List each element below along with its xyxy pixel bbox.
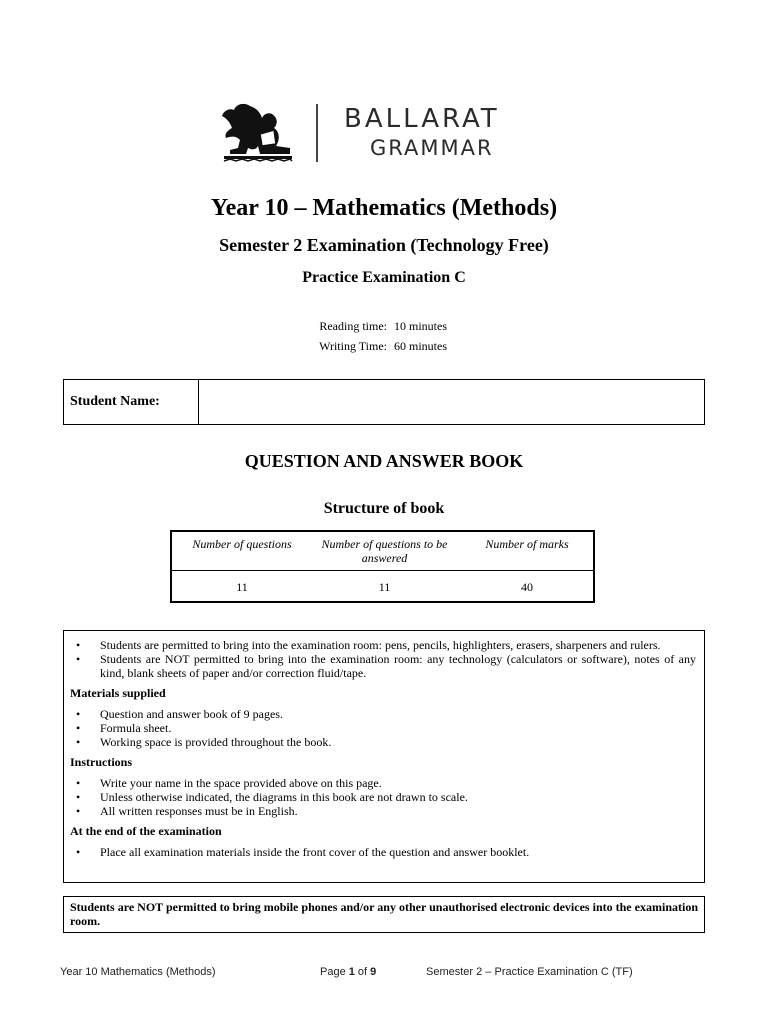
list-item: • Formula sheet. (64, 721, 704, 735)
footer-page-prefix: Page (320, 966, 349, 978)
writing-time-value: 60 minutes (394, 339, 447, 353)
value-num-answered: 11 (378, 580, 391, 594)
list-item: • Write your name in the space provided above on this page. (64, 776, 704, 790)
griffin-crest-icon (220, 100, 296, 166)
reading-time-row (300, 316, 447, 336)
student-name-box (63, 379, 705, 425)
exam-title: Year 10 – Mathematics (Methods) (210, 195, 558, 221)
logo-text-grammar: GRAMMAR (370, 136, 494, 160)
materials-heading: Materials supplied (70, 686, 166, 700)
footer-page-number (320, 966, 376, 978)
header-num-marks: Number of marks (485, 537, 569, 551)
reading-time-value: 10 minutes (394, 319, 447, 333)
list-item: • All written responses must be in English. (64, 804, 704, 818)
list-item: • Working space is provided throughout the book. (64, 735, 704, 749)
mobile-phone-warning: Students are NOT permitted to bring mobile phones and/or any other unauthorised electronic devices into the examination room. (63, 896, 705, 933)
value-num-questions: 11 (236, 580, 248, 594)
footer-page-current: 1 (348, 966, 355, 978)
materials-list (64, 707, 704, 749)
book-heading: QUESTION AND ANSWER BOOK (244, 451, 524, 471)
value-num-marks: 40 (521, 580, 533, 594)
intro-list (64, 638, 704, 680)
exam-subtitle: Semester 2 Examination (Technology Free) (219, 235, 549, 255)
student-name-field[interactable] (200, 380, 704, 424)
list-item: • Students are NOT permitted to bring into the examination room: any technology (calculators or software), notes of any kind, blank sheets of paper and/or correction fluid/tape. (64, 652, 704, 680)
header-num-questions: Number of questions (192, 537, 292, 551)
writing-time-row (300, 336, 447, 356)
instructions-box (63, 630, 705, 883)
logo-text-ballarat: BALLARAT (344, 104, 500, 134)
structure-heading: Structure of book (323, 500, 445, 517)
end-of-exam-list (64, 845, 704, 859)
header-num-answered: Number of questions to be answered (321, 537, 448, 565)
exam-times (300, 316, 447, 356)
logo-divider (316, 104, 318, 162)
writing-time-label: Writing Time: (319, 339, 387, 353)
reading-time-label: Reading time: (319, 319, 387, 333)
list-item: • Question and answer book of 9 pages. (64, 707, 704, 721)
footer-exam-name: Semester 2 – Practice Examination C (TF) (426, 966, 633, 978)
instructions-heading: Instructions (70, 755, 133, 769)
footer-page-of: of (354, 966, 371, 978)
footer-page-total: 9 (370, 966, 377, 978)
list-item: • Students are permitted to bring into the examination room: pens, pencils, highlighters, erasers, sharpeners and rulers. (64, 638, 704, 652)
practice-label: Practice Examination C (302, 269, 466, 286)
list-item: • Unless otherwise indicated, the diagrams in this book are not drawn to scale. (64, 790, 704, 804)
instructions-list (64, 776, 704, 818)
list-item: • Place all examination materials inside the front cover of the question and answer booklet. (64, 845, 704, 859)
school-logo (220, 100, 550, 166)
end-of-exam-heading: At the end of the examination (70, 824, 222, 838)
student-name-label: Student Name: (64, 380, 199, 424)
footer-subject: Year 10 Mathematics (Methods) (60, 966, 216, 978)
structure-table (170, 530, 595, 603)
structure-table-header (172, 532, 593, 571)
